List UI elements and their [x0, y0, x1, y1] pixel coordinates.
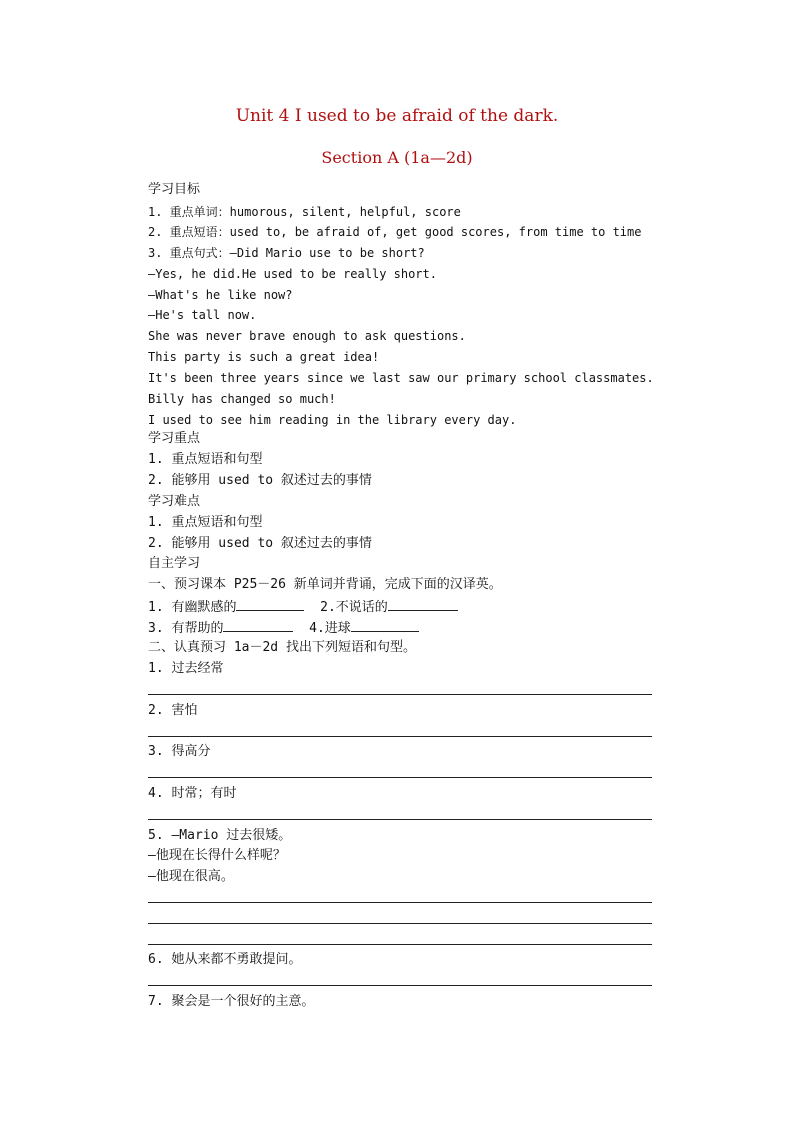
- part1-instruction: 一、预习课本 P25－26 新单词并背诵，完成下面的汉译英。: [148, 577, 502, 592]
- part1-row2: [148, 619, 419, 637]
- key-points-heading: 学习重点: [148, 431, 201, 446]
- part2-question: 4. 时常；有时: [148, 786, 237, 801]
- part1-row1: [148, 598, 458, 616]
- answer-line[interactable]: [148, 923, 652, 924]
- answer-line[interactable]: [148, 902, 652, 903]
- objectives-heading: 学习目标: [148, 182, 201, 197]
- answer-line[interactable]: [148, 819, 652, 820]
- part2-question: 1. 过去经常: [148, 661, 224, 676]
- sentence-line: —Yes, he did.He used to be really short.: [148, 267, 437, 281]
- question-label: 2.不说话的: [320, 600, 388, 615]
- sentence-line: I used to see him reading in the library every day.: [148, 413, 517, 427]
- question-label: 1. 有幽默感的: [148, 600, 237, 615]
- answer-blank[interactable]: [351, 619, 419, 632]
- part2-instruction: 二、认真预习 1a－2d 找出下列短语和句型。: [148, 640, 416, 655]
- sentence-line: This party is such a great idea!: [148, 350, 380, 364]
- sentence-line: —What's he like now?: [148, 288, 293, 302]
- answer-line[interactable]: [148, 736, 652, 737]
- sentence-line: Billy has changed so much!: [148, 392, 336, 406]
- answer-blank[interactable]: [388, 598, 458, 611]
- key-point-item: 2. 能够用 used to 叙述过去的事情: [148, 473, 372, 488]
- self-study-heading: 自主学习: [148, 556, 201, 571]
- document-subtitle: Section A (1a—2d): [321, 148, 473, 167]
- sentence-line: She was never brave enough to ask questions.: [148, 329, 466, 343]
- sentence-line: —He's tall now.: [148, 308, 257, 322]
- part2-question: 6. 她从来都不勇敢提问。: [148, 952, 302, 967]
- sentence-line: It's been three years since we last saw our primary school classmates.: [148, 371, 654, 385]
- key-point-item: 1. 重点短语和句型: [148, 452, 263, 467]
- question-label: 4.进球: [309, 621, 351, 636]
- part2-question: —他现在长得什么样呢？: [148, 848, 286, 863]
- part2-question: —他现在很高。: [148, 869, 234, 884]
- difficulty-item: 2. 能够用 used to 叙述过去的事情: [148, 536, 372, 551]
- answer-blank[interactable]: [236, 598, 304, 611]
- answer-blank[interactable]: [223, 619, 293, 632]
- difficulties-heading: 学习难点: [148, 494, 201, 509]
- part2-question: 3. 得高分: [148, 744, 211, 759]
- document-title: Unit 4 I used to be afraid of the dark.: [235, 106, 559, 126]
- part2-question: 7. 聚会是一个很好的主意。: [148, 994, 315, 1009]
- answer-line[interactable]: [148, 777, 652, 778]
- objective-item: 3. 重点句式：—Did Mario use to be short?: [148, 246, 425, 260]
- objective-item: 1. 重点单词：humorous, silent, helpful, score: [148, 205, 461, 219]
- answer-line[interactable]: [148, 944, 652, 945]
- objective-item: 2. 重点短语：used to, be afraid of, get good scores, from time to time: [148, 225, 642, 239]
- question-label: 3. 有帮助的: [148, 621, 224, 636]
- difficulty-item: 1. 重点短语和句型: [148, 515, 263, 530]
- part2-question: 5. —Mario 过去很矮。: [148, 828, 292, 843]
- part2-question: 2. 害怕: [148, 703, 198, 718]
- answer-line[interactable]: [148, 985, 652, 986]
- answer-line[interactable]: [148, 694, 652, 695]
